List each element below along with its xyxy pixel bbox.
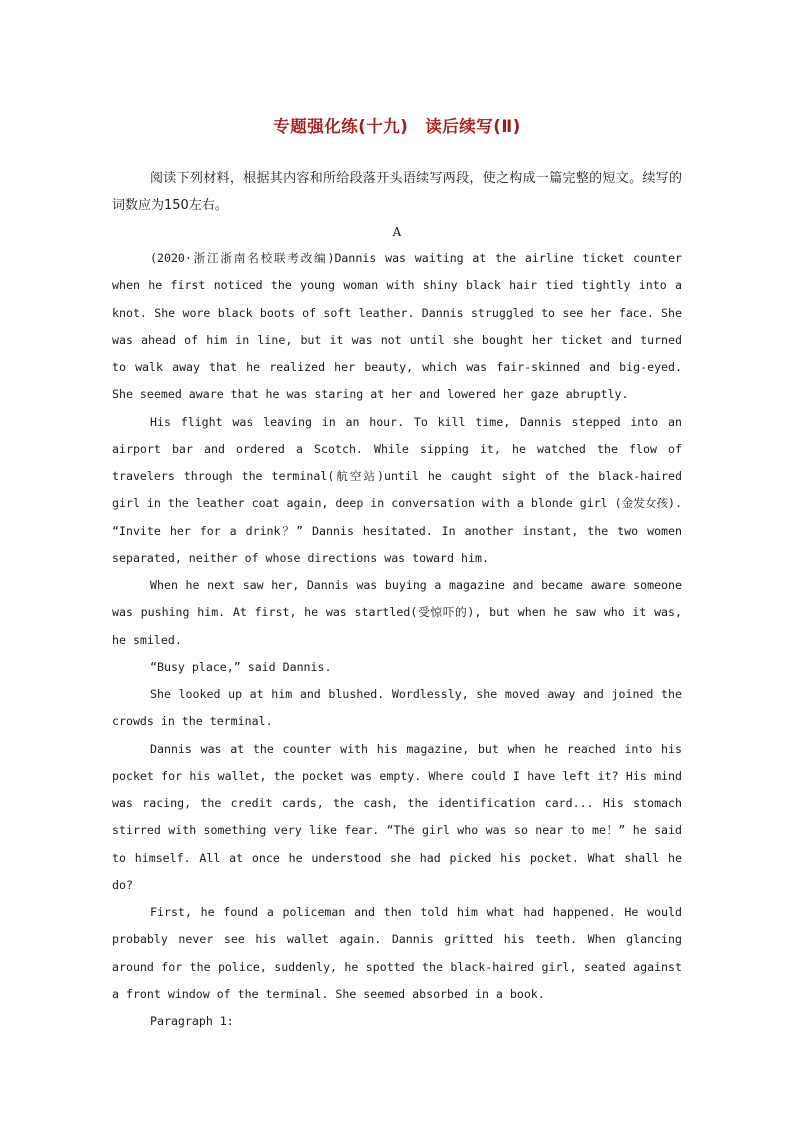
section-label: A <box>392 225 402 239</box>
passage-paragraph: “Busy place,” said Dannis. <box>150 659 332 674</box>
instructions: 阅读下列材料，根据其内容和所给段落开头语续写两段，使之构成一篇完整的短文。续写的词数应为150左右。 <box>112 171 682 213</box>
passage-paragraph: His flight was leaving in an hour. To kill time, Dannis stepped into an airport bar and ordered a Scotch. While sipping it, he watched the flow of travelers through the terminal(航空站)until he caught sight of the black-haired girl in the leather coat again, deep in conversation with a blonde girl (金发女孩). “Invite her for a drink？” Dannis hesitated. In another instant, the two women separated, neither of whose directions was toward him. <box>112 414 682 565</box>
passage-paragraph: (2020·浙江浙南名校联考改编)Dannis was waiting at the airline ticket counter when he first noticed the young woman with shiny black hair tied tightly into a knot. She wore black boots of soft leather. Dannis struggled to see her face. She was ahead of him in line, but it was not until she bought her ticket and turned to walk away that he realized her beauty, which was fair-skinned and big-eyed. She seemed aware that he was staring at her and lowered her gaze abruptly. <box>112 251 682 402</box>
passage-paragraph: First, he found a policeman and then told him what had happened. He would probably never see his wallet again. Dannis gritted his teeth. When glancing around for the police, suddenly, he spotted the black-haired girl, seated against a front window of the terminal. She seemed absorbed in a book. <box>112 905 682 1001</box>
passage-paragraph: When he next saw her, Dannis was buying a magazine and became aware someone was pushing him. At first, he was startled(受惊吓的), but when he saw who it was, he smiled. <box>112 578 682 647</box>
passage-paragraph: Dannis was at the counter with his magazine, but when he reached into his pocket for his wallet, the pocket was empty. Where could I have left it? His mind was racing, the credit cards, the cash, the identification card... His stomach stirred with something very like fear. “The girl who was so near to me！” he said to himself. All at once he understood she had picked his pocket. What shall he do? <box>112 741 682 892</box>
reading-passage <box>112 245 682 1035</box>
page-title: 专题强化练(十九) 读后续写(Ⅱ) <box>273 117 521 136</box>
continuation-prompt: Paragraph 1: <box>150 1014 234 1028</box>
passage-paragraph: She looked up at him and blushed. Wordlessly, she moved away and joined the crowds in the terminal. <box>112 687 682 729</box>
